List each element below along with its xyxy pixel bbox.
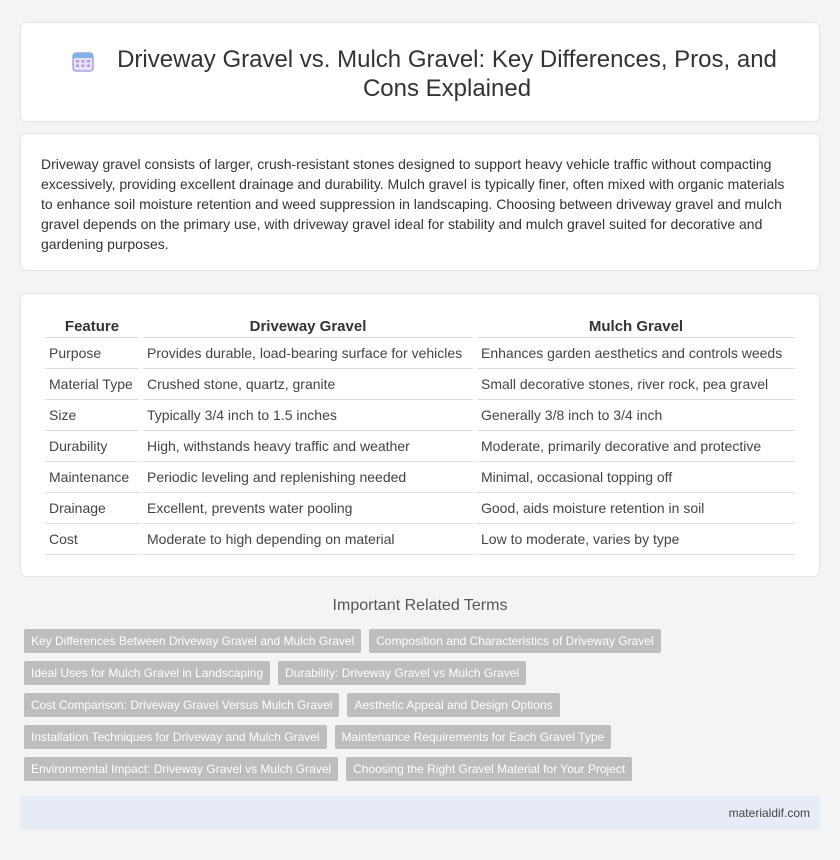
column-header-feature: Feature [45, 314, 139, 338]
footer-site-link[interactable]: materialdif.com [728, 806, 810, 820]
comparison-table [41, 314, 799, 555]
table-cell: Good, aids moisture retention in soil [477, 493, 795, 524]
related-term-tag[interactable]: Aesthetic Appeal and Design Options [347, 693, 559, 717]
related-term-tag[interactable]: Ideal Uses for Mulch Gravel in Landscaping [24, 661, 270, 685]
header-card [20, 22, 820, 122]
related-term-tag[interactable]: Composition and Characteristics of Driveway Gravel [369, 629, 660, 653]
table-cell: Minimal, occasional topping off [477, 462, 795, 493]
column-header-driveway: Driveway Gravel [143, 314, 473, 338]
tag-row [24, 661, 824, 685]
related-term-tag[interactable]: Maintenance Requirements for Each Gravel Type [335, 725, 612, 749]
table-cell: Maintenance [45, 462, 139, 493]
table-cell: Cost [45, 524, 139, 555]
table-cell: Moderate to high depending on material [143, 524, 473, 555]
table-cell: Low to moderate, varies by type [477, 524, 795, 555]
table-cell: Drainage [45, 493, 139, 524]
related-term-tag[interactable]: Environmental Impact: Driveway Gravel vs Mulch Gravel [24, 757, 338, 781]
related-term-tag[interactable]: Durability: Driveway Gravel vs Mulch Gravel [278, 661, 526, 685]
column-header-mulch: Mulch Gravel [477, 314, 795, 338]
related-term-tag[interactable]: Choosing the Right Gravel Material for Your Project [346, 757, 632, 781]
tag-row [24, 757, 824, 781]
table-cell: Typically 3/4 inch to 1.5 inches [143, 400, 473, 431]
table-row [45, 400, 795, 431]
intro-paragraph: Driveway gravel consists of larger, crush-resistant stones designed to support heavy vehicle traffic without compacting excessively, providing excellent drainage and durability. Mulch gravel is typically finer, often mixed with organic materials to enhance soil moisture retention and weed suppression in landscaping. Choosing between driveway gravel and mulch gravel depends on the primary use, with driveway gravel ideal for stability and mulch gravel suited for decorative and gardening purposes. [41, 156, 785, 252]
tag-row [24, 725, 824, 749]
table-cell: Excellent, prevents water pooling [143, 493, 473, 524]
table-cell: Purpose [45, 338, 139, 369]
table-cell: Enhances garden aesthetics and controls weeds [477, 338, 795, 369]
tag-row [24, 693, 824, 717]
related-term-tag[interactable]: Installation Techniques for Driveway and Mulch Gravel [24, 725, 327, 749]
related-terms-title: Important Related Terms [332, 597, 508, 614]
tag-row [24, 629, 824, 653]
table-row [45, 369, 795, 400]
related-terms-list [24, 629, 824, 789]
table-cell: Generally 3/8 inch to 3/4 inch [477, 400, 795, 431]
table-cell: Moderate, primarily decorative and protective [477, 431, 795, 462]
related-term-tag[interactable]: Key Differences Between Driveway Gravel and Mulch Gravel [24, 629, 361, 653]
table-cell: Small decorative stones, river rock, pea gravel [477, 369, 795, 400]
table-row [45, 338, 795, 369]
footer [20, 796, 820, 830]
table-cell: High, withstands heavy traffic and weather [143, 431, 473, 462]
table-row [45, 493, 795, 524]
table-cell: Crushed stone, quartz, granite [143, 369, 473, 400]
table-header-row [45, 314, 795, 338]
table-row [45, 431, 795, 462]
table-row [45, 462, 795, 493]
table-row [45, 524, 795, 555]
table-cell: Periodic leveling and replenishing needed [143, 462, 473, 493]
table-cell: Durability [45, 431, 139, 462]
page-title: Driveway Gravel vs. Mulch Gravel: Key Differences, Pros, and Cons Explained [117, 46, 777, 102]
intro-card [20, 133, 820, 271]
related-term-tag[interactable]: Cost Comparison: Driveway Gravel Versus Mulch Gravel [24, 693, 339, 717]
comparison-card [20, 293, 820, 577]
table-cell: Provides durable, load-bearing surface for vehicles [143, 338, 473, 369]
table-cell: Material Type [45, 369, 139, 400]
table-cell: Size [45, 400, 139, 431]
